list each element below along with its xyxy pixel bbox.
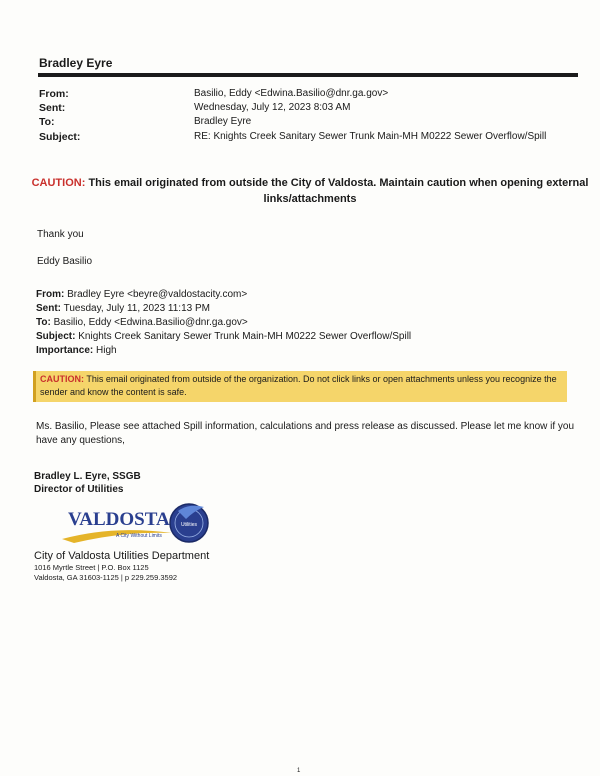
caution-label: CAUTION: <box>31 177 86 189</box>
fwd-from <box>36 288 247 302</box>
reply-line2: Eddy Basilio <box>37 256 93 267</box>
caution-banner <box>33 371 567 402</box>
department-name: City of Valdosta Utilities Department <box>34 550 210 562</box>
signature-name: Bradley L. Eyre, SSGB <box>34 471 141 482</box>
banner-line1: This email originated from outside of the organization. Do not click links or open attachments unless you recognize the <box>86 374 557 384</box>
subject-value: RE: Knights Creek Sanitary Sewer Trunk Main-MH M0222 Sewer Overflow/Spill <box>194 131 547 142</box>
from-value: Basilio, Eddy <Edwina.Basilio@dnr.ga.gov> <box>194 88 389 99</box>
sent-label: Sent: <box>39 102 66 114</box>
message-body <box>36 420 576 448</box>
fwd-importance-label: Importance: <box>36 345 94 356</box>
banner-line2: sender and know the content is safe. <box>40 387 187 397</box>
fwd-to-value: Basilio, Eddy <Edwina.Basilio@dnr.ga.gov> <box>53 317 248 328</box>
fwd-to-label: To: <box>36 317 51 328</box>
to-value: Bradley Eyre <box>194 116 252 127</box>
fwd-importance <box>36 344 117 358</box>
message-line1: Ms. Basilio, Please see attached Spill information, calculations and press release as discussed. Please let me know if you <box>36 421 575 432</box>
fwd-subject-label: Subject: <box>36 331 76 342</box>
fwd-sent-value: Tuesday, July 11, 2023 11:13 PM <box>63 303 210 314</box>
logo-word: VALDOSTA <box>68 509 170 530</box>
fwd-from-label: From: <box>36 289 65 300</box>
seal-text: Utilities <box>180 522 198 528</box>
valdosta-logo <box>54 497 214 549</box>
fwd-from-value: Bradley Eyre <beyre@valdostacity.com> <box>67 289 248 300</box>
from-label: From: <box>39 88 69 100</box>
to-label: To: <box>39 116 55 128</box>
banner-label: CAUTION: <box>40 374 84 384</box>
signature-title: Director of Utilities <box>34 484 124 495</box>
fwd-sent <box>36 302 210 316</box>
header-rule <box>38 73 578 77</box>
fwd-to <box>36 316 248 330</box>
fwd-subject-value: Knights Creek Sanitary Sewer Trunk Main-MH M0222 Sewer Overflow/Spill <box>78 331 412 342</box>
caution-line1: This email originated from outside the City of Valdosta. Maintain caution when opening external <box>88 177 589 189</box>
logo-tagline: A City Without Limits <box>116 533 162 539</box>
fwd-importance-value: High <box>96 345 117 356</box>
address-line1: 1016 Myrtle Street | P.O. Box 1125 <box>34 563 149 572</box>
fwd-sent-label: Sent: <box>36 303 61 314</box>
mailbox-owner: Bradley Eyre <box>39 56 113 70</box>
fwd-subject <box>36 330 411 344</box>
caution-line2: links/attachments <box>263 193 357 205</box>
message-line2: have any questions, <box>36 435 125 446</box>
sent-value: Wednesday, July 12, 2023 8:03 AM <box>194 102 351 113</box>
reply-line1: Thank you <box>37 229 84 240</box>
address-line2: Valdosta, GA 31603-1125 | p 229.259.3592 <box>34 573 178 582</box>
caution-notice <box>30 175 590 207</box>
subject-label: Subject: <box>39 131 81 143</box>
page-mark: 1 <box>297 768 301 774</box>
